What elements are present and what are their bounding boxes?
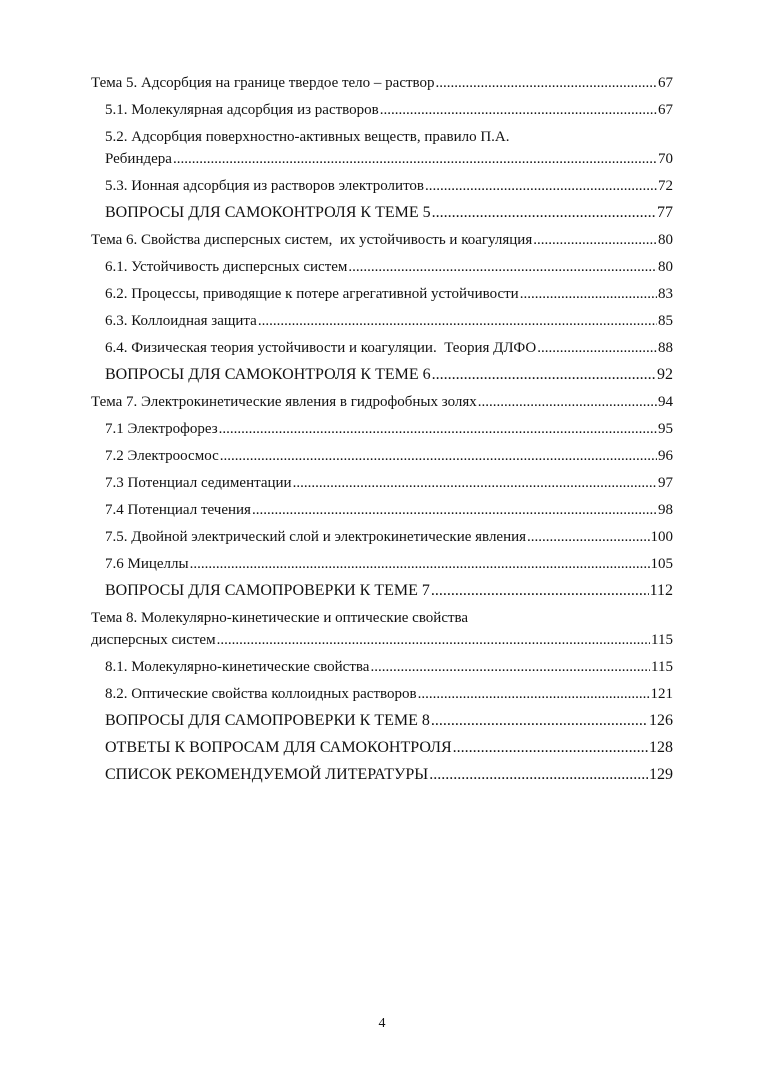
toc-entry: [91, 310, 673, 332]
toc-entry: [91, 445, 673, 467]
toc-entry: [91, 229, 673, 251]
toc-page-number: 100: [650, 529, 673, 545]
dot-leader: [173, 148, 657, 170]
toc-page-number: 67: [658, 102, 673, 118]
toc-entry: [91, 391, 673, 413]
toc-page-number: 94: [658, 394, 673, 410]
dot-leader: [527, 526, 649, 548]
dot-leader: [380, 99, 657, 121]
toc-entry: [91, 683, 673, 705]
dot-leader: [453, 737, 648, 759]
toc-page-number: 105: [650, 556, 673, 572]
toc-entry-title: 5.3. Ионная адсорбция из растворов электролитов: [105, 178, 425, 194]
toc-entry-title: 8.2. Оптические свойства коллоидных растворов: [105, 686, 417, 702]
toc-entry: [91, 499, 673, 521]
toc-entry: [91, 175, 673, 197]
toc-page-number: 92: [657, 366, 673, 383]
dot-leader: [520, 283, 657, 305]
toc-page-number: 83: [658, 286, 673, 302]
toc-entry-title: 7.1 Электрофорез: [105, 421, 218, 437]
dot-leader: [431, 580, 649, 602]
toc-entry: [91, 737, 673, 759]
toc-entry: [91, 580, 673, 602]
toc-entry-title: 7.4 Потенциал течения: [105, 502, 251, 518]
toc-entry-title: 7.2 Электроосмос: [105, 448, 219, 464]
toc-entry-title: Тема 7. Электрокинетические явления в гидрофобных золях: [91, 394, 477, 410]
toc-page-number: 112: [649, 582, 673, 599]
toc-entry-title: ВОПРОСЫ ДЛЯ САМОКОНТРОЛЯ К ТЕМЕ 5: [105, 204, 431, 221]
toc-page-number: 128: [649, 739, 673, 756]
toc-entry-title: 7.5. Двойной электрический слой и электрокинетические явления: [105, 529, 527, 545]
toc-entry-title-line1: 5.2. Адсорбция поверхностно-активных веществ, правило П.А.: [105, 129, 510, 145]
dot-leader: [190, 553, 650, 575]
toc-entry: [91, 526, 673, 548]
dot-leader: [217, 629, 650, 651]
toc-page-number: 96: [658, 448, 673, 464]
toc-page-number: 72: [658, 178, 673, 194]
dot-leader: [418, 683, 650, 705]
dot-leader: [425, 175, 657, 197]
dot-leader: [432, 364, 656, 386]
toc-entry-title: СПИСОК РЕКОМЕНДУЕМОЙ ЛИТЕРАТУРЫ: [105, 766, 429, 783]
toc-entry-title: 8.1. Молекулярно-кинетические свойства: [105, 659, 370, 675]
toc-entry-title: 6.1. Устойчивость дисперсных систем: [105, 259, 348, 275]
toc-entry-title-line1: Тема 8. Молекулярно-кинетические и оптические свойства: [91, 610, 469, 626]
toc-entry: [91, 764, 673, 786]
toc-entry-title: 6.4. Физическая теория устойчивости и коагуляции. Теория ДЛФО: [105, 340, 537, 356]
toc-entry-title: 7.6 Мицеллы: [105, 556, 189, 572]
toc-page-number: 70: [658, 151, 673, 167]
dot-leader: [429, 764, 648, 786]
toc-entry-title: Тема 5. Адсорбция на границе твердое тело – раствор: [91, 75, 435, 91]
toc-page-number: 115: [651, 632, 673, 648]
toc-page-number: 67: [658, 75, 673, 91]
dot-leader: [431, 710, 648, 732]
toc-entry: [91, 553, 673, 575]
toc-page-number: 126: [649, 712, 673, 729]
dot-leader: [258, 310, 657, 332]
toc-page-number: 95: [658, 421, 673, 437]
toc-page-number: 77: [657, 204, 673, 221]
toc-entry: [91, 283, 673, 305]
toc-entry-title: ВОПРОСЫ ДЛЯ САМОПРОВЕРКИ К ТЕМЕ 7: [105, 582, 430, 599]
toc-entry-title: ОТВЕТЫ К ВОПРОСАМ ДЛЯ САМОКОНТРОЛЯ: [105, 739, 452, 756]
toc-entry-title: 5.1. Молекулярная адсорбция из растворов: [105, 102, 379, 118]
dot-leader: [478, 391, 657, 413]
toc-entry: [91, 72, 673, 94]
dot-leader: [432, 202, 656, 224]
dot-leader: [252, 499, 657, 521]
toc-entry: [91, 256, 673, 278]
toc-entry-title: ВОПРОСЫ ДЛЯ САМОКОНТРОЛЯ К ТЕМЕ 6: [105, 366, 431, 383]
toc-entry: [91, 126, 673, 170]
toc-entry: [91, 418, 673, 440]
toc-page-number: 80: [658, 259, 673, 275]
dot-leader: [293, 472, 657, 494]
dot-leader: [348, 256, 657, 278]
toc-page-number: 115: [651, 659, 673, 675]
dot-leader: [219, 418, 657, 440]
toc-entry: [91, 337, 673, 359]
dot-leader: [436, 72, 657, 94]
page-number: 4: [378, 1016, 386, 1031]
toc-page-number: 98: [658, 502, 673, 518]
table-of-contents: [91, 72, 673, 786]
toc-entry-title: 6.3. Коллоидная защита: [105, 313, 257, 329]
toc-entry: [91, 710, 673, 732]
dot-leader: [537, 337, 657, 359]
toc-entry: [91, 364, 673, 386]
toc-entry: [91, 656, 673, 678]
toc-entry-title: 6.2. Процессы, приводящие к потере агрегативной устойчивости: [105, 286, 519, 302]
toc-entry-title-line2: Ребиндера: [105, 151, 172, 167]
toc-entry-title: ВОПРОСЫ ДЛЯ САМОПРОВЕРКИ К ТЕМЕ 8: [105, 712, 430, 729]
toc-entry: [91, 99, 673, 121]
toc-entry: [91, 472, 673, 494]
dot-leader: [220, 445, 657, 467]
toc-entry-title: Тема 6. Свойства дисперсных систем, их устойчивость и коагуляция: [91, 232, 533, 248]
toc-entry-title: 7.3 Потенциал седиментации: [105, 475, 292, 491]
toc-entry: [91, 202, 673, 224]
toc-page-number: 129: [649, 766, 673, 783]
toc-page-number: 88: [658, 340, 673, 356]
dot-leader: [370, 656, 650, 678]
dot-leader: [533, 229, 657, 251]
toc-page-number: 121: [650, 686, 673, 702]
toc-page-number: 80: [658, 232, 673, 248]
toc-entry: [91, 607, 673, 651]
toc-page-number: 85: [658, 313, 673, 329]
toc-page-number: 97: [658, 475, 673, 491]
toc-entry-title-line2: дисперсных систем: [91, 632, 216, 648]
